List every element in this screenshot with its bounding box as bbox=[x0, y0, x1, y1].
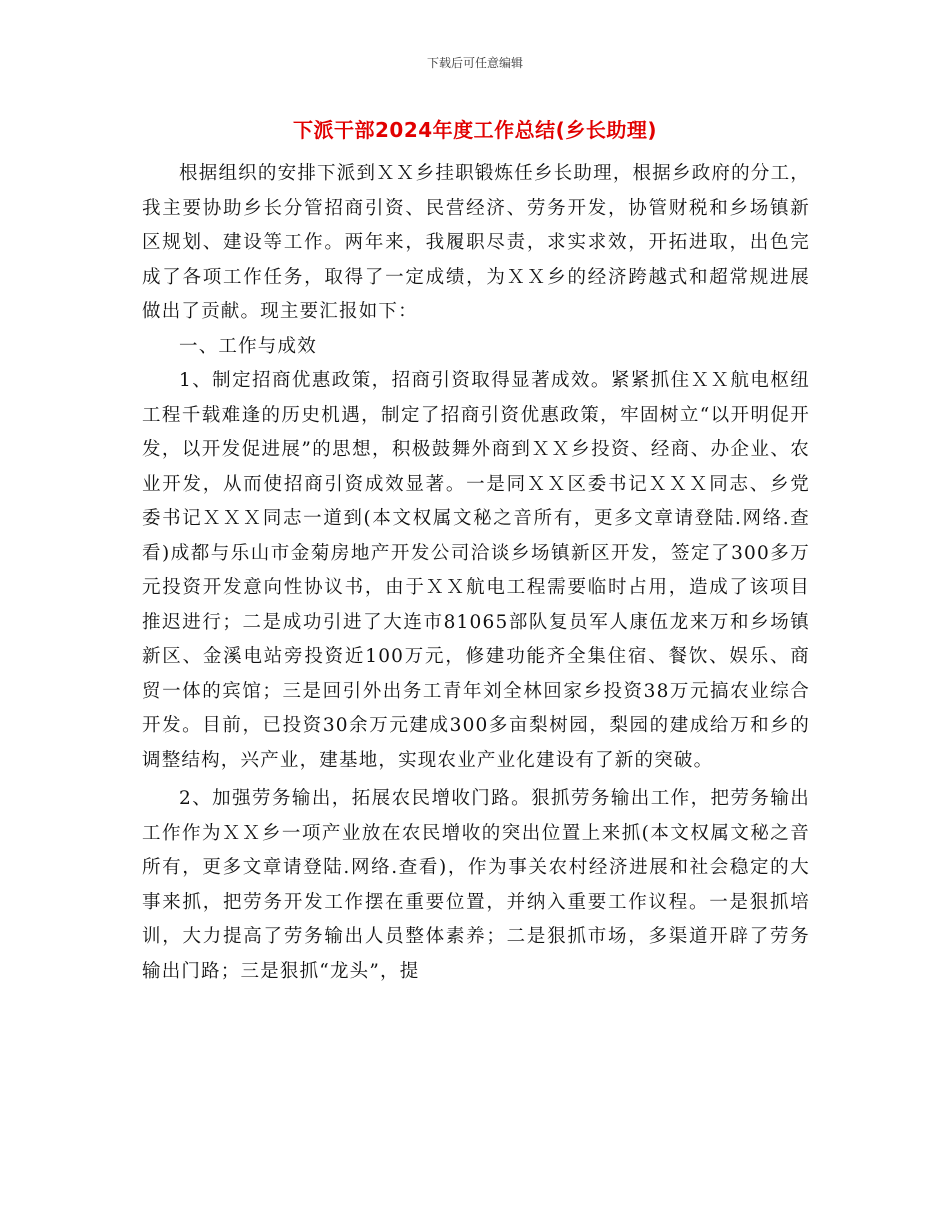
document-body bbox=[142, 157, 810, 989]
paragraph-intro: 根据组织的安排下派到ＸＸ乡挂职锻炼任乡长助理，根据乡政府的分工，我主要协助乡长分管招商引资、民营经济、劳务开发，协管财税和乡场镇新区规划、建设等工作。两年来，我履职尽责，求实求效，开拓进取，出色完成了各项工作任务，取得了一定成绩，为ＸＸ乡的经济跨越式和超常规进展做出了贡献。现主要汇报如下： bbox=[142, 163, 810, 322]
document-title: 下派干部2024年度工作总结(乡长助理) bbox=[293, 118, 657, 142]
header-note: 下载后可任意编辑 bbox=[426, 56, 523, 70]
paragraph-item-1: 1、制定招商优惠政策，招商引资取得显著成效。紧紧抓住ＸＸ航电枢纽工程千载难逢的历史机遇，制定了招商引资优惠政策，牢固树立“以开明促开发，以开发促进展”的思想，积极鼓舞外商到ＸＸ乡投资、经商、办企业、农业开发，从而使招商引资成效显著。一是同ＸＸ区委书记ＸＸＸ同志、乡党委书记ＸＸＸ同志一道到(本文权属文秘之音所有，更多文章请登陆.网络.查看)成都与乐山市金菊房地产开发公司洽谈乡场镇新区开发，签定了300多万元投资开发意向性协议书，由于ＸＸ航电工程需要临时占用，造成了该项目推迟进行；二是成功引进了大连市81065部队复员军人康伍龙来万和乡场镇新区、金溪电站旁投资近100万元，修建功能齐全集住宿、餐饮、娱乐、商贸一体的宾馆；三是回引外出务工青年刘全林回家乡投资38万元搞农业综合开发。目前，已投资30余万元建成300多亩梨树园，梨园的建成给万和乡的调整结构，兴产业，建基地，实现农业产业化建设有了新的突破。 bbox=[142, 370, 810, 771]
paragraph-item-2: 2、加强劳务输出，拓展农民增收门路。狠抓劳务输出工作，把劳务输出工作作为ＸＸ乡一项产业放在农民增收的突出位置上来抓(本文权属文秘之音所有，更多文章请登陆.网络.查看)，作为事关农村经济进展和社会稳定的大事来抓，把劳务开发工作摆在重要位置，并纳入重要工作议程。一是狠抓培训，大力提高了劳务输出人员整体素养；二是狠抓市场，多渠道开辟了劳务输出门路；三是狠抓“龙头”，提 bbox=[142, 788, 810, 982]
section-heading: 一、工作与成效 bbox=[179, 335, 317, 357]
